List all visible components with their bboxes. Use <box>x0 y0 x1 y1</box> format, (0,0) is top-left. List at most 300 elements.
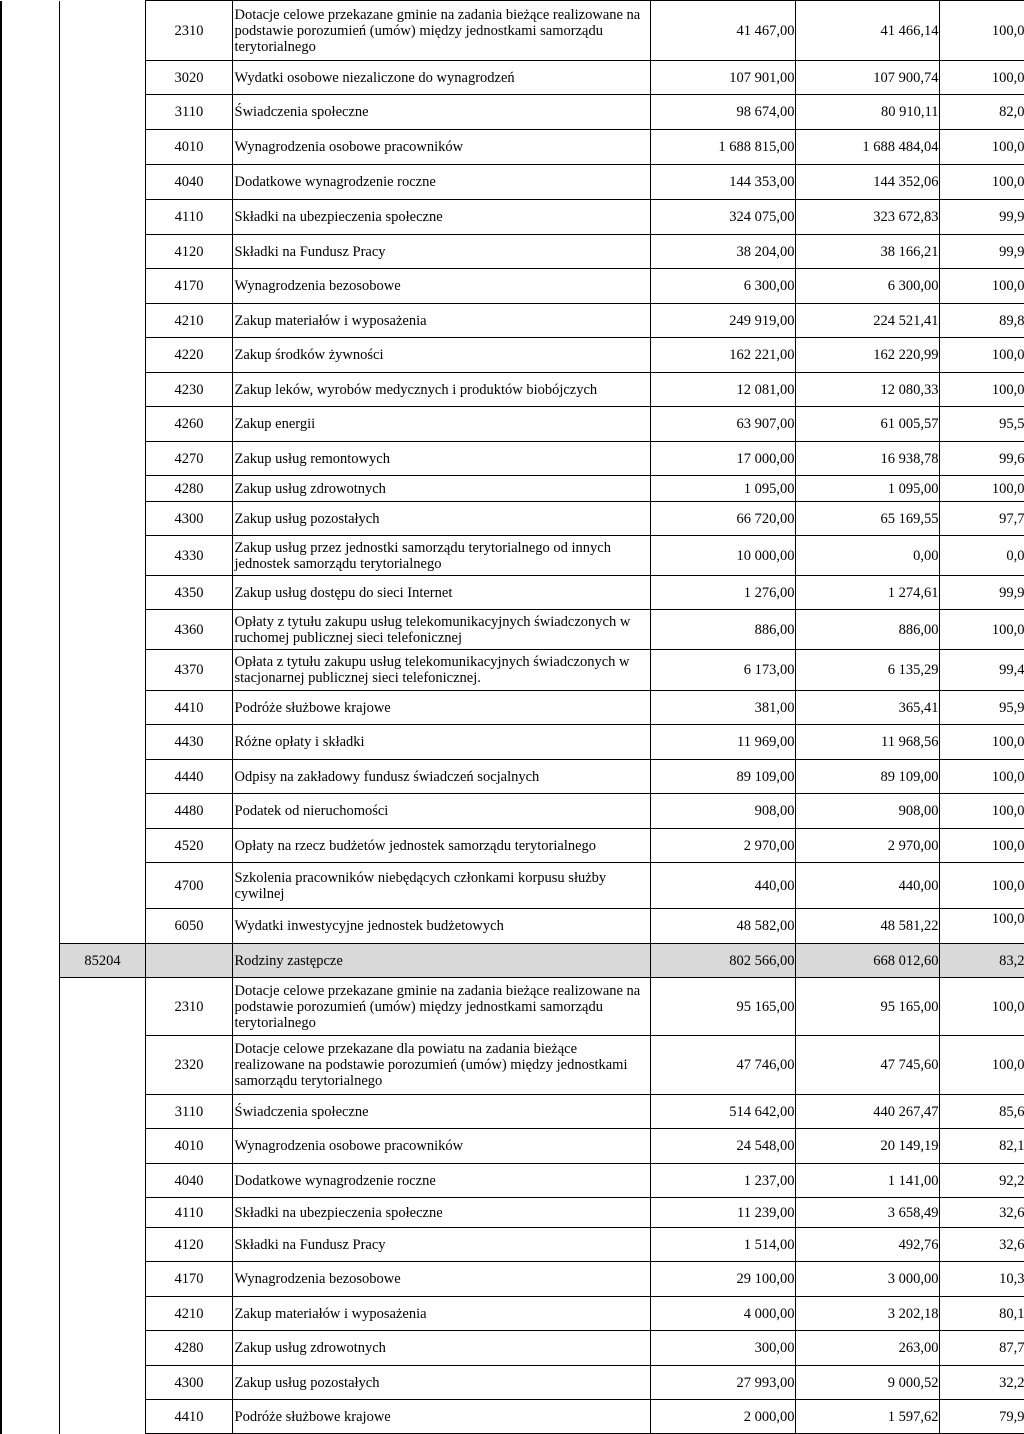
procent-value: 100,0 <box>939 829 1024 863</box>
table-row <box>1 691 1024 725</box>
rozdzial-cell <box>59 1036 145 1095</box>
wykonanie-value: 263,00 <box>795 1331 939 1366</box>
paragraf-code: 4040 <box>145 165 232 200</box>
table-row <box>1 1366 1024 1400</box>
item-name: Wydatki osobowe niezaliczone do wynagrodzeń <box>232 61 650 95</box>
wykonanie-value: 41 466,14 <box>795 1 939 61</box>
plan-value: 2 970,00 <box>650 829 795 863</box>
wykonanie-value: 440,00 <box>795 863 939 909</box>
paragraf-code: 3110 <box>145 1095 232 1129</box>
procent-value: 100,0 <box>939 760 1024 794</box>
wykonanie-value: 16 938,78 <box>795 442 939 476</box>
procent-value: 99,9 <box>939 576 1024 610</box>
procent-value: 100,0 <box>939 476 1024 502</box>
wykonanie-value: 6 300,00 <box>795 269 939 304</box>
procent-value: 99,9 <box>939 200 1024 235</box>
rozdzial-cell <box>59 165 145 200</box>
rozdzial-cell <box>59 863 145 909</box>
rozdzial-cell <box>59 1198 145 1228</box>
table-row <box>1 1129 1024 1164</box>
item-name: Zakup usług pozostałych <box>232 502 650 536</box>
table-row <box>1 725 1024 760</box>
paragraf-code: 4360 <box>145 610 232 650</box>
paragraf-code: 4370 <box>145 650 232 691</box>
table-row <box>1 1297 1024 1331</box>
procent-value: 79,9 <box>939 1400 1024 1434</box>
wykonanie-value: 365,41 <box>795 691 939 725</box>
wykonanie-value: 3 202,18 <box>795 1297 939 1331</box>
wykonanie-value: 20 149,19 <box>795 1129 939 1164</box>
procent-value: 87,7 <box>939 1331 1024 1366</box>
table-row <box>1 909 1024 944</box>
wykonanie-value: 162 220,99 <box>795 338 939 373</box>
table-row <box>1 1262 1024 1297</box>
dzial-cell <box>1 165 59 200</box>
wykonanie-value: 0,00 <box>795 536 939 576</box>
rozdzial-cell <box>59 1164 145 1198</box>
item-name: Zakup leków, wyrobów medycznych i produktów biobójczych <box>232 373 650 407</box>
table-row <box>1 130 1024 165</box>
procent-value: 10,3 <box>939 1262 1024 1297</box>
wykonanie-value: 144 352,06 <box>795 165 939 200</box>
plan-value: 2 000,00 <box>650 1400 795 1434</box>
section-name: Rodziny zastępcze <box>232 944 650 978</box>
plan-value: 48 582,00 <box>650 909 795 944</box>
plan-value: 10 000,00 <box>650 536 795 576</box>
rozdzial-cell <box>59 442 145 476</box>
plan-value: 1 095,00 <box>650 476 795 502</box>
procent-value: 100,0 <box>939 338 1024 373</box>
section-row <box>1 944 1024 978</box>
procent-value: 100,0 <box>939 909 1024 944</box>
item-name: Różne opłaty i składki <box>232 725 650 760</box>
item-name: Dodatkowe wynagrodzenie roczne <box>232 1164 650 1198</box>
dzial-cell <box>1 1297 59 1331</box>
dzial-cell <box>1 944 59 978</box>
item-name: Składki na ubezpieczenia społeczne <box>232 200 650 235</box>
rozdzial-cell <box>59 304 145 338</box>
plan-value: 63 907,00 <box>650 407 795 442</box>
procent-value: 89,8 <box>939 304 1024 338</box>
rozdzial-cell <box>59 610 145 650</box>
dzial-cell <box>1 502 59 536</box>
plan-value: 47 746,00 <box>650 1036 795 1095</box>
rozdzial-cell <box>59 829 145 863</box>
paragraf-code: 4430 <box>145 725 232 760</box>
rozdzial-cell <box>59 1 145 61</box>
rozdzial-cell <box>59 200 145 235</box>
table-row <box>1 61 1024 95</box>
plan-value: 144 353,00 <box>650 165 795 200</box>
wykonanie-value: 3 658,49 <box>795 1198 939 1228</box>
paragraf-code: 2310 <box>145 1 232 61</box>
procent-value: 100,0 <box>939 978 1024 1036</box>
paragraf-code: 4300 <box>145 1366 232 1400</box>
procent-value: 99,6 <box>939 442 1024 476</box>
procent-value: 82,1 <box>939 1129 1024 1164</box>
table-row <box>1 650 1024 691</box>
procent-value: 100,0 <box>939 794 1024 829</box>
rozdzial-cell <box>59 1366 145 1400</box>
paragraf-code: 4330 <box>145 536 232 576</box>
paragraf-code: 4010 <box>145 1129 232 1164</box>
paragraf-code: 4270 <box>145 442 232 476</box>
table-row <box>1 978 1024 1036</box>
item-name: Dotacje celowe przekazane gminie na zadania bieżące realizowane na podstawie porozumień (umów) między jednostkami samorządu terytorialnego <box>232 978 650 1036</box>
item-name: Świadczenia społeczne <box>232 95 650 130</box>
rozdzial-cell <box>59 1297 145 1331</box>
paragraf-code: 4410 <box>145 1400 232 1434</box>
plan-value: 4 000,00 <box>650 1297 795 1331</box>
wykonanie-value: 89 109,00 <box>795 760 939 794</box>
procent-value: 100,0 <box>939 863 1024 909</box>
rozdzial-cell <box>59 373 145 407</box>
procent-value: 100,0 <box>939 130 1024 165</box>
paragraf-code: 4210 <box>145 1297 232 1331</box>
dzial-cell <box>1 909 59 944</box>
paragraf-code: 6050 <box>145 909 232 944</box>
table-row <box>1 1164 1024 1198</box>
dzial-cell <box>1 304 59 338</box>
item-name: Zakup materiałów i wyposażenia <box>232 304 650 338</box>
paragraf-code: 4410 <box>145 691 232 725</box>
dzial-cell <box>1 407 59 442</box>
table-row <box>1 502 1024 536</box>
paragraf-code: 4520 <box>145 829 232 863</box>
rozdzial-cell <box>59 1262 145 1297</box>
item-name: Świadczenia społeczne <box>232 1095 650 1129</box>
paragraf-code: 2320 <box>145 1036 232 1095</box>
plan-value: 886,00 <box>650 610 795 650</box>
table-row <box>1 1400 1024 1434</box>
dzial-cell <box>1 794 59 829</box>
plan-value: 324 075,00 <box>650 200 795 235</box>
item-name: Wynagrodzenia osobowe pracowników <box>232 130 650 165</box>
table-row <box>1 338 1024 373</box>
rozdzial-cell <box>59 978 145 1036</box>
paragraf-code: 4280 <box>145 1331 232 1366</box>
dzial-cell <box>1 610 59 650</box>
paragraf-code: 4220 <box>145 338 232 373</box>
plan-value: 24 548,00 <box>650 1129 795 1164</box>
rozdzial-cell <box>59 61 145 95</box>
paragraf-code: 4280 <box>145 476 232 502</box>
wykonanie-value: 908,00 <box>795 794 939 829</box>
table-row <box>1 863 1024 909</box>
item-name: Składki na Fundusz Pracy <box>232 1228 650 1262</box>
dzial-cell <box>1 373 59 407</box>
dzial-cell <box>1 829 59 863</box>
item-name: Wynagrodzenia bezosobowe <box>232 269 650 304</box>
wykonanie-value: 3 000,00 <box>795 1262 939 1297</box>
procent-value: 97,7 <box>939 502 1024 536</box>
dzial-cell <box>1 760 59 794</box>
item-name: Zakup usług zdrowotnych <box>232 1331 650 1366</box>
table-row <box>1 794 1024 829</box>
dzial-cell <box>1 1198 59 1228</box>
dzial-cell <box>1 235 59 269</box>
rozdzial-cell <box>59 338 145 373</box>
item-name: Opłata z tytułu zakupu usług telekomunikacyjnych świadczonych w stacjonarnej publicznej sieci telefonicznej. <box>232 650 650 691</box>
wykonanie-value: 1 597,62 <box>795 1400 939 1434</box>
wykonanie-value: 1 095,00 <box>795 476 939 502</box>
section-wykonanie: 668 012,60 <box>795 944 939 978</box>
item-name: Zakup usług pozostałych <box>232 1366 650 1400</box>
rozdzial-cell <box>59 1228 145 1262</box>
wykonanie-value: 80 910,11 <box>795 95 939 130</box>
dzial-cell <box>1 130 59 165</box>
plan-value: 249 919,00 <box>650 304 795 338</box>
section-procent: 83,2 <box>939 944 1024 978</box>
plan-value: 95 165,00 <box>650 978 795 1036</box>
plan-value: 1 514,00 <box>650 1228 795 1262</box>
plan-value: 908,00 <box>650 794 795 829</box>
dzial-cell <box>1 1095 59 1129</box>
item-name: Zakup usług remontowych <box>232 442 650 476</box>
table-row <box>1 760 1024 794</box>
paragraf-code: 2310 <box>145 978 232 1036</box>
wykonanie-value: 38 166,21 <box>795 235 939 269</box>
plan-value: 440,00 <box>650 863 795 909</box>
rozdzial-cell <box>59 760 145 794</box>
table-row <box>1 829 1024 863</box>
procent-value: 95,5 <box>939 407 1024 442</box>
table-row <box>1 304 1024 338</box>
procent-value: 99,4 <box>939 650 1024 691</box>
table-body <box>1 1 1024 1434</box>
plan-value: 17 000,00 <box>650 442 795 476</box>
item-name: Wynagrodzenia osobowe pracowników <box>232 1129 650 1164</box>
paragraf-code: 3110 <box>145 95 232 130</box>
plan-value: 11 969,00 <box>650 725 795 760</box>
item-name: Opłaty z tytułu zakupu usług telekomunikacyjnych świadczonych w ruchomej publicznej sieci telefonicznej <box>232 610 650 650</box>
wykonanie-value: 48 581,22 <box>795 909 939 944</box>
item-name: Składki na Fundusz Pracy <box>232 235 650 269</box>
wykonanie-value: 2 970,00 <box>795 829 939 863</box>
plan-value: 1 237,00 <box>650 1164 795 1198</box>
rozdzial-cell <box>59 407 145 442</box>
procent-value: 82,0 <box>939 95 1024 130</box>
section-plan: 802 566,00 <box>650 944 795 978</box>
paragraf-code: 4120 <box>145 235 232 269</box>
plan-value: 12 081,00 <box>650 373 795 407</box>
item-name: Dotacje celowe przekazane dla powiatu na zadania bieżące realizowane na podstawie porozumień (umów) między jednostkami samorządu terytorialnego <box>232 1036 650 1095</box>
rozdzial-cell <box>59 691 145 725</box>
plan-value: 6 300,00 <box>650 269 795 304</box>
wykonanie-value: 1 274,61 <box>795 576 939 610</box>
plan-value: 38 204,00 <box>650 235 795 269</box>
wykonanie-value: 886,00 <box>795 610 939 650</box>
table-row <box>1 576 1024 610</box>
procent-value: 85,6 <box>939 1095 1024 1129</box>
rozdzial-cell <box>59 1400 145 1434</box>
paragraf-code: 4440 <box>145 760 232 794</box>
rozdzial-cell <box>59 95 145 130</box>
procent-value: 32,6 <box>939 1198 1024 1228</box>
rozdzial-cell <box>59 1095 145 1129</box>
item-name: Odpisy na zakładowy fundusz świadczeń socjalnych <box>232 760 650 794</box>
dzial-cell <box>1 1262 59 1297</box>
dzial-cell <box>1 1164 59 1198</box>
wykonanie-value: 323 672,83 <box>795 200 939 235</box>
table-row <box>1 1331 1024 1366</box>
dzial-cell <box>1 1228 59 1262</box>
rozdzial-code: 85204 <box>59 944 145 978</box>
rozdzial-cell <box>59 502 145 536</box>
dzial-cell <box>1 1 59 61</box>
wykonanie-value: 65 169,55 <box>795 502 939 536</box>
item-name: Zakup materiałów i wyposażenia <box>232 1297 650 1331</box>
plan-value: 66 720,00 <box>650 502 795 536</box>
procent-value: 100,0 <box>939 1036 1024 1095</box>
procent-value: 100,0 <box>939 165 1024 200</box>
dzial-cell <box>1 536 59 576</box>
item-name: Wydatki inwestycyjne jednostek budżetowych <box>232 909 650 944</box>
table-row <box>1 1095 1024 1129</box>
procent-value: 100,0 <box>939 373 1024 407</box>
item-name: Zakup usług dostępu do sieci Internet <box>232 576 650 610</box>
paragraf-code: 4010 <box>145 130 232 165</box>
dzial-cell <box>1 95 59 130</box>
paragraf-code: 4110 <box>145 1198 232 1228</box>
rozdzial-cell <box>59 269 145 304</box>
item-name: Podróże służbowe krajowe <box>232 1400 650 1434</box>
table-row <box>1 1198 1024 1228</box>
wykonanie-value: 61 005,57 <box>795 407 939 442</box>
item-name: Szkolenia pracowników niebędących członkami korpusu służby cywilnej <box>232 863 650 909</box>
item-name: Zakup energii <box>232 407 650 442</box>
procent-value: 92,2 <box>939 1164 1024 1198</box>
table-row <box>1 269 1024 304</box>
table-row <box>1 200 1024 235</box>
table-row <box>1 165 1024 200</box>
procent-value: 95,9 <box>939 691 1024 725</box>
paragraf-code: 4260 <box>145 407 232 442</box>
plan-value: 89 109,00 <box>650 760 795 794</box>
wykonanie-value: 107 900,74 <box>795 61 939 95</box>
dzial-cell <box>1 725 59 760</box>
table-row <box>1 235 1024 269</box>
rozdzial-cell <box>59 725 145 760</box>
item-name: Podróże służbowe krajowe <box>232 691 650 725</box>
paragraf-code: 4040 <box>145 1164 232 1198</box>
item-name: Składki na ubezpieczenia społeczne <box>232 1198 650 1228</box>
dzial-cell <box>1 200 59 235</box>
paragraf-code: 4350 <box>145 576 232 610</box>
rozdzial-cell <box>59 576 145 610</box>
procent-value: 0,0 <box>939 536 1024 576</box>
wykonanie-value: 492,76 <box>795 1228 939 1262</box>
rozdzial-cell <box>59 650 145 691</box>
item-name: Wynagrodzenia bezosobowe <box>232 1262 650 1297</box>
table-row <box>1 1036 1024 1095</box>
item-name: Opłaty na rzecz budżetów jednostek samorządu terytorialnego <box>232 829 650 863</box>
item-name: Zakup środków żywności <box>232 338 650 373</box>
procent-value: 100,0 <box>939 610 1024 650</box>
plan-value: 41 467,00 <box>650 1 795 61</box>
procent-value: 100,0 <box>939 61 1024 95</box>
dzial-cell <box>1 691 59 725</box>
rozdzial-cell <box>59 909 145 944</box>
dzial-cell <box>1 576 59 610</box>
dzial-cell <box>1 476 59 502</box>
procent-value: 100,0 <box>939 269 1024 304</box>
wykonanie-value: 440 267,47 <box>795 1095 939 1129</box>
dzial-cell <box>1 338 59 373</box>
paragraf-code <box>145 944 232 978</box>
paragraf-code: 4110 <box>145 200 232 235</box>
plan-value: 162 221,00 <box>650 338 795 373</box>
paragraf-code: 3020 <box>145 61 232 95</box>
procent-value: 32,6 <box>939 1228 1024 1262</box>
plan-value: 300,00 <box>650 1331 795 1366</box>
paragraf-code: 4170 <box>145 269 232 304</box>
wykonanie-value: 6 135,29 <box>795 650 939 691</box>
procent-value: 32,2 <box>939 1366 1024 1400</box>
rozdzial-cell <box>59 1331 145 1366</box>
plan-value: 6 173,00 <box>650 650 795 691</box>
dzial-cell <box>1 1129 59 1164</box>
table-row <box>1 373 1024 407</box>
paragraf-code: 4120 <box>145 1228 232 1262</box>
paragraf-code: 4230 <box>145 373 232 407</box>
plan-value: 11 239,00 <box>650 1198 795 1228</box>
plan-value: 29 100,00 <box>650 1262 795 1297</box>
item-name: Zakup usług zdrowotnych <box>232 476 650 502</box>
wykonanie-value: 1 688 484,04 <box>795 130 939 165</box>
plan-value: 98 674,00 <box>650 95 795 130</box>
plan-value: 27 993,00 <box>650 1366 795 1400</box>
wykonanie-value: 95 165,00 <box>795 978 939 1036</box>
item-name: Dodatkowe wynagrodzenie roczne <box>232 165 650 200</box>
item-name: Zakup usług przez jednostki samorządu terytorialnego od innych jednostek samorządu terytorialnego <box>232 536 650 576</box>
rozdzial-cell <box>59 536 145 576</box>
plan-value: 107 901,00 <box>650 61 795 95</box>
dzial-cell <box>1 442 59 476</box>
dzial-cell <box>1 269 59 304</box>
wykonanie-value: 1 141,00 <box>795 1164 939 1198</box>
wykonanie-value: 9 000,52 <box>795 1366 939 1400</box>
dzial-cell <box>1 978 59 1036</box>
procent-value: 99,9 <box>939 235 1024 269</box>
wykonanie-value: 12 080,33 <box>795 373 939 407</box>
plan-value: 514 642,00 <box>650 1095 795 1129</box>
plan-value: 1 276,00 <box>650 576 795 610</box>
table-row <box>1 1 1024 61</box>
item-name: Dotacje celowe przekazane gminie na zadania bieżące realizowane na podstawie porozumień (umów) między jednostkami samorządu terytorialnego <box>232 1 650 61</box>
dzial-cell <box>1 863 59 909</box>
dzial-cell <box>1 1400 59 1434</box>
plan-value: 1 688 815,00 <box>650 130 795 165</box>
item-name: Podatek od nieruchomości <box>232 794 650 829</box>
procent-value: 80,1 <box>939 1297 1024 1331</box>
plan-value: 381,00 <box>650 691 795 725</box>
paragraf-code: 4480 <box>145 794 232 829</box>
dzial-cell <box>1 1366 59 1400</box>
table-row <box>1 407 1024 442</box>
table-row <box>1 95 1024 130</box>
rozdzial-cell <box>59 1129 145 1164</box>
table-row <box>1 536 1024 576</box>
rozdzial-cell <box>59 476 145 502</box>
dzial-cell <box>1 650 59 691</box>
table-row <box>1 476 1024 502</box>
wykonanie-value: 11 968,56 <box>795 725 939 760</box>
wykonanie-value: 224 521,41 <box>795 304 939 338</box>
rozdzial-cell <box>59 794 145 829</box>
table-row <box>1 442 1024 476</box>
rozdzial-cell <box>59 130 145 165</box>
